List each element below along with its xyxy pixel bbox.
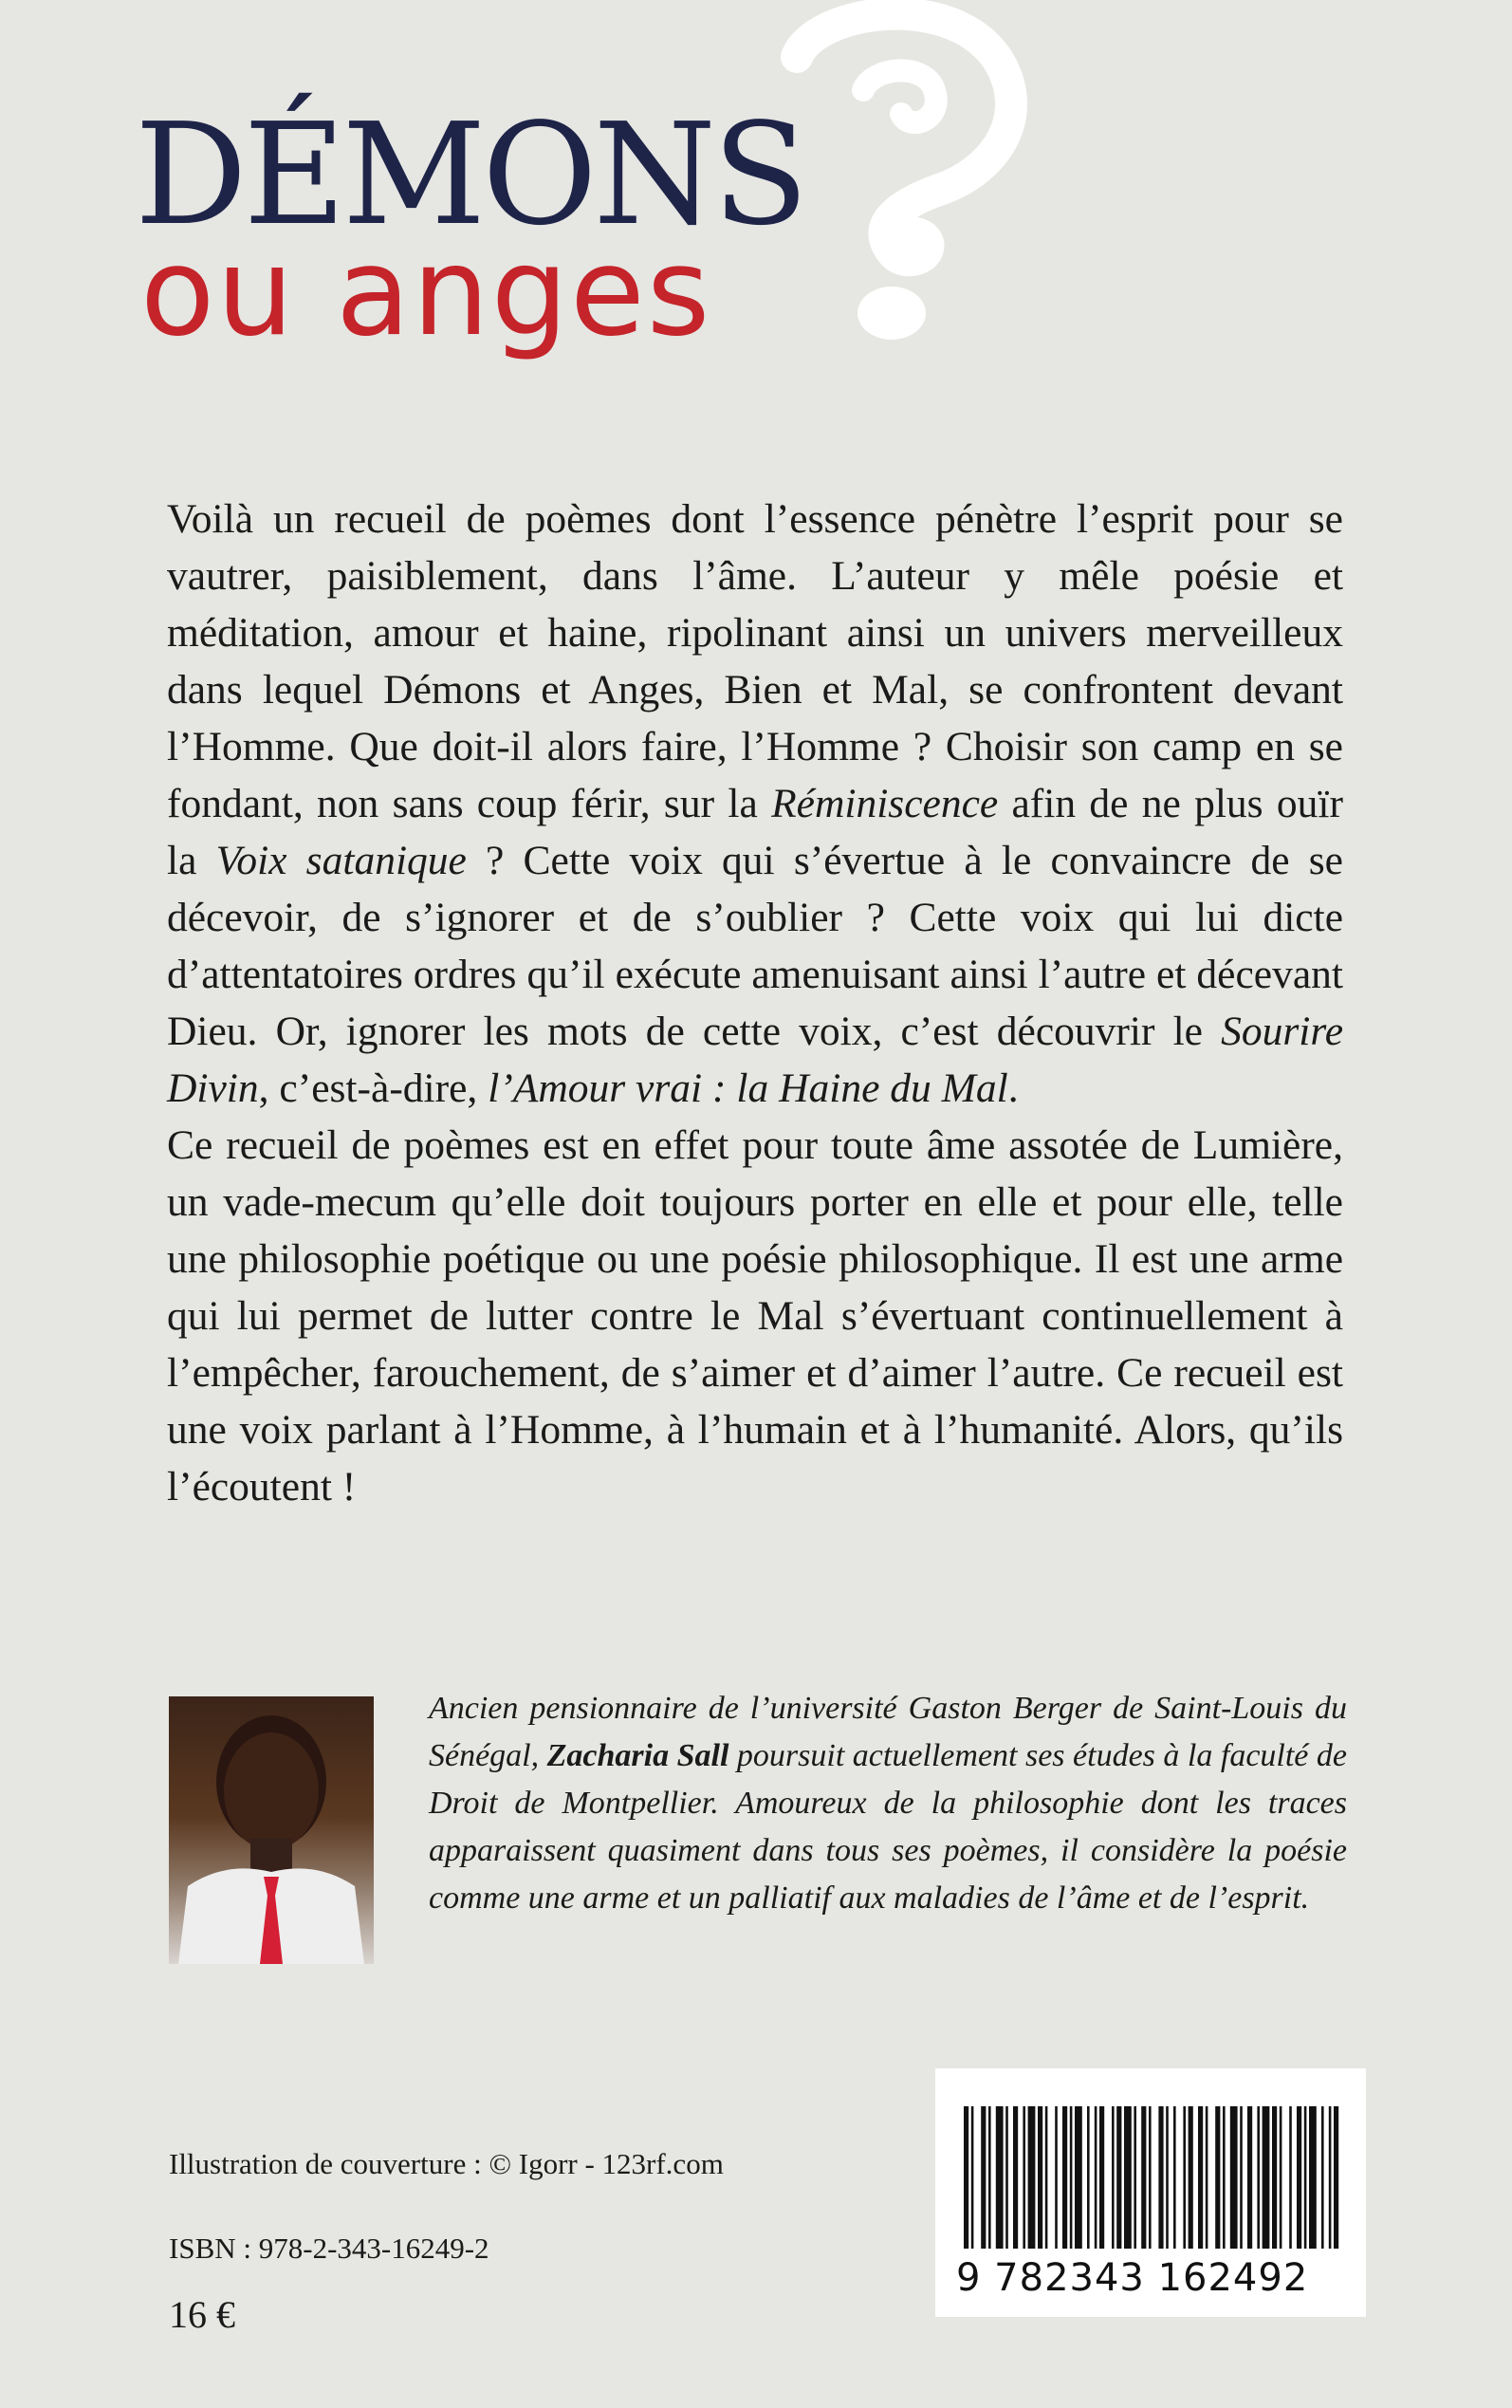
emphasis-reminiscence: Réminiscence <box>771 781 999 826</box>
isbn: ISBN : 978-2-343-16249-2 <box>169 2232 489 2265</box>
emphasis-amour-vrai: l’Amour vrai : la Haine du Mal <box>488 1065 1008 1111</box>
emphasis-voix-satanique: Voix satanique <box>215 838 467 883</box>
title-demons: DÉMONS <box>135 93 805 256</box>
barcode-bars-icon <box>958 2106 1347 2258</box>
barcode <box>935 2068 1366 2317</box>
illustration-credit: Illustration de couverture : © Igorr - 123rf.com <box>169 2147 724 2180</box>
blurb-paragraph-1: Voilà un recueil de poèmes dont l’essence pénètre l’esprit pour se vautrer, paisiblement, dans l’âme. L’auteur y mêle poésie et méditation, amour et haine, ripolinant ainsi un univers merveilleux dans lequel Démons et Anges, Bien et Mal, se confrontent devant l’Homme. Que doit-il alors faire, l’Homme ? Choisir son camp en se fondant, non sans coup férir, sur la Réminiscence afin de ne plus ouïr la Voix satanique ? Cette voix qui s’évertue à le convaincre de se décevoir, de s’ignorer et de s’oublier ? Cette voix qui lui dicte d’attentatoires ordres qu’il exécute amenuisant ainsi l’autre et décevant Dieu. Or, ignorer les mots de cette voix, c’est découvrir le Sourire Divin, c’est-à-dire, l’Amour vrai : la Haine du Mal. <box>167 496 1343 1111</box>
author-photo <box>169 1696 374 1964</box>
barcode-digits: 9 782343 162492 <box>956 2256 1309 2300</box>
author-bio: Ancien pensionnaire de l’université Gaston Berger de Saint-Louis du Sénégal, Zacharia Sall poursuit actuellement ses études à la faculté de Droit de Montpellier. Amoureux de la philosophie dont les traces apparaissent quasiment dans tous ses poèmes, il considère la poésie comme une arme et un palliatif aux maladies de l’âme et de l’esprit. <box>429 1691 1347 1916</box>
author-name: Zacharia Sall <box>546 1738 729 1773</box>
blurb-paragraph-2: Ce recueil de poèmes est en effet pour toute âme assotée de Lumière, un vade-mecum qu’elle doit toujours porter en elle et pour elle, telle une philosophie poétique ou une poésie philosophique. Il est une arme qui lui permet de lutter contre le Mal s’évertuant continuellement à l’empêcher, farouchement, de s’aimer et d’aimer l’autre. Ce recueil est une voix parlant à l’Homme, à l’humain et à l’humanité. Alors, qu’ils l’écoutent ! <box>167 1122 1343 1510</box>
emphasis-sourire-divin: Sourire Divin <box>167 1009 1343 1111</box>
blurb <box>167 491 1343 1515</box>
title-ou-anges: ou anges <box>140 222 712 363</box>
price: 16 € <box>169 2293 235 2336</box>
